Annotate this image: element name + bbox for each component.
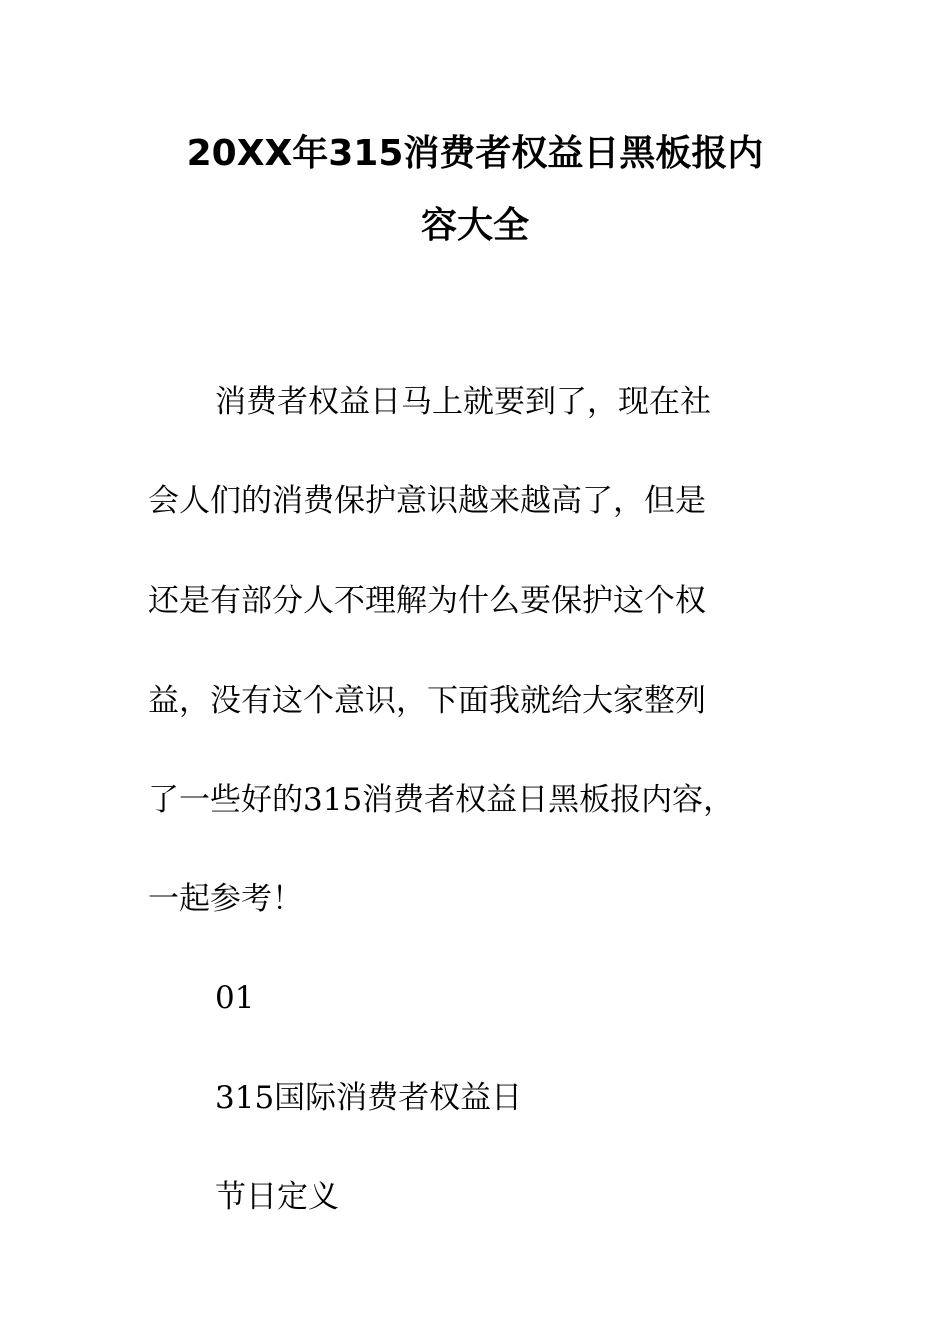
section-number: 01 [215, 980, 255, 1016]
document-title-line-2: 容大全 [420, 205, 529, 246]
section-heading: 315国际消费者权益日 [215, 1080, 523, 1116]
subsection-heading: 节日定义 [215, 1179, 339, 1215]
intro-paragraph-line-6: 一起参考！ [148, 881, 303, 917]
intro-paragraph-line-1: 消费者权益日马上就要到了，现在社 [215, 384, 711, 420]
intro-paragraph-line-3: 还是有部分人不理解为什么要保护这个权 [148, 583, 706, 619]
intro-paragraph-line-4: 益，没有这个意识，下面我就给大家整列 [148, 683, 706, 719]
intro-paragraph-line-2: 会人们的消费保护意识越来越高了，但是 [148, 483, 706, 519]
intro-paragraph-line-5: 了一些好的315消费者权益日黑板报内容， [148, 782, 735, 818]
document-title-line-1: 20XX年315消费者权益日黑板报内 [186, 133, 764, 174]
